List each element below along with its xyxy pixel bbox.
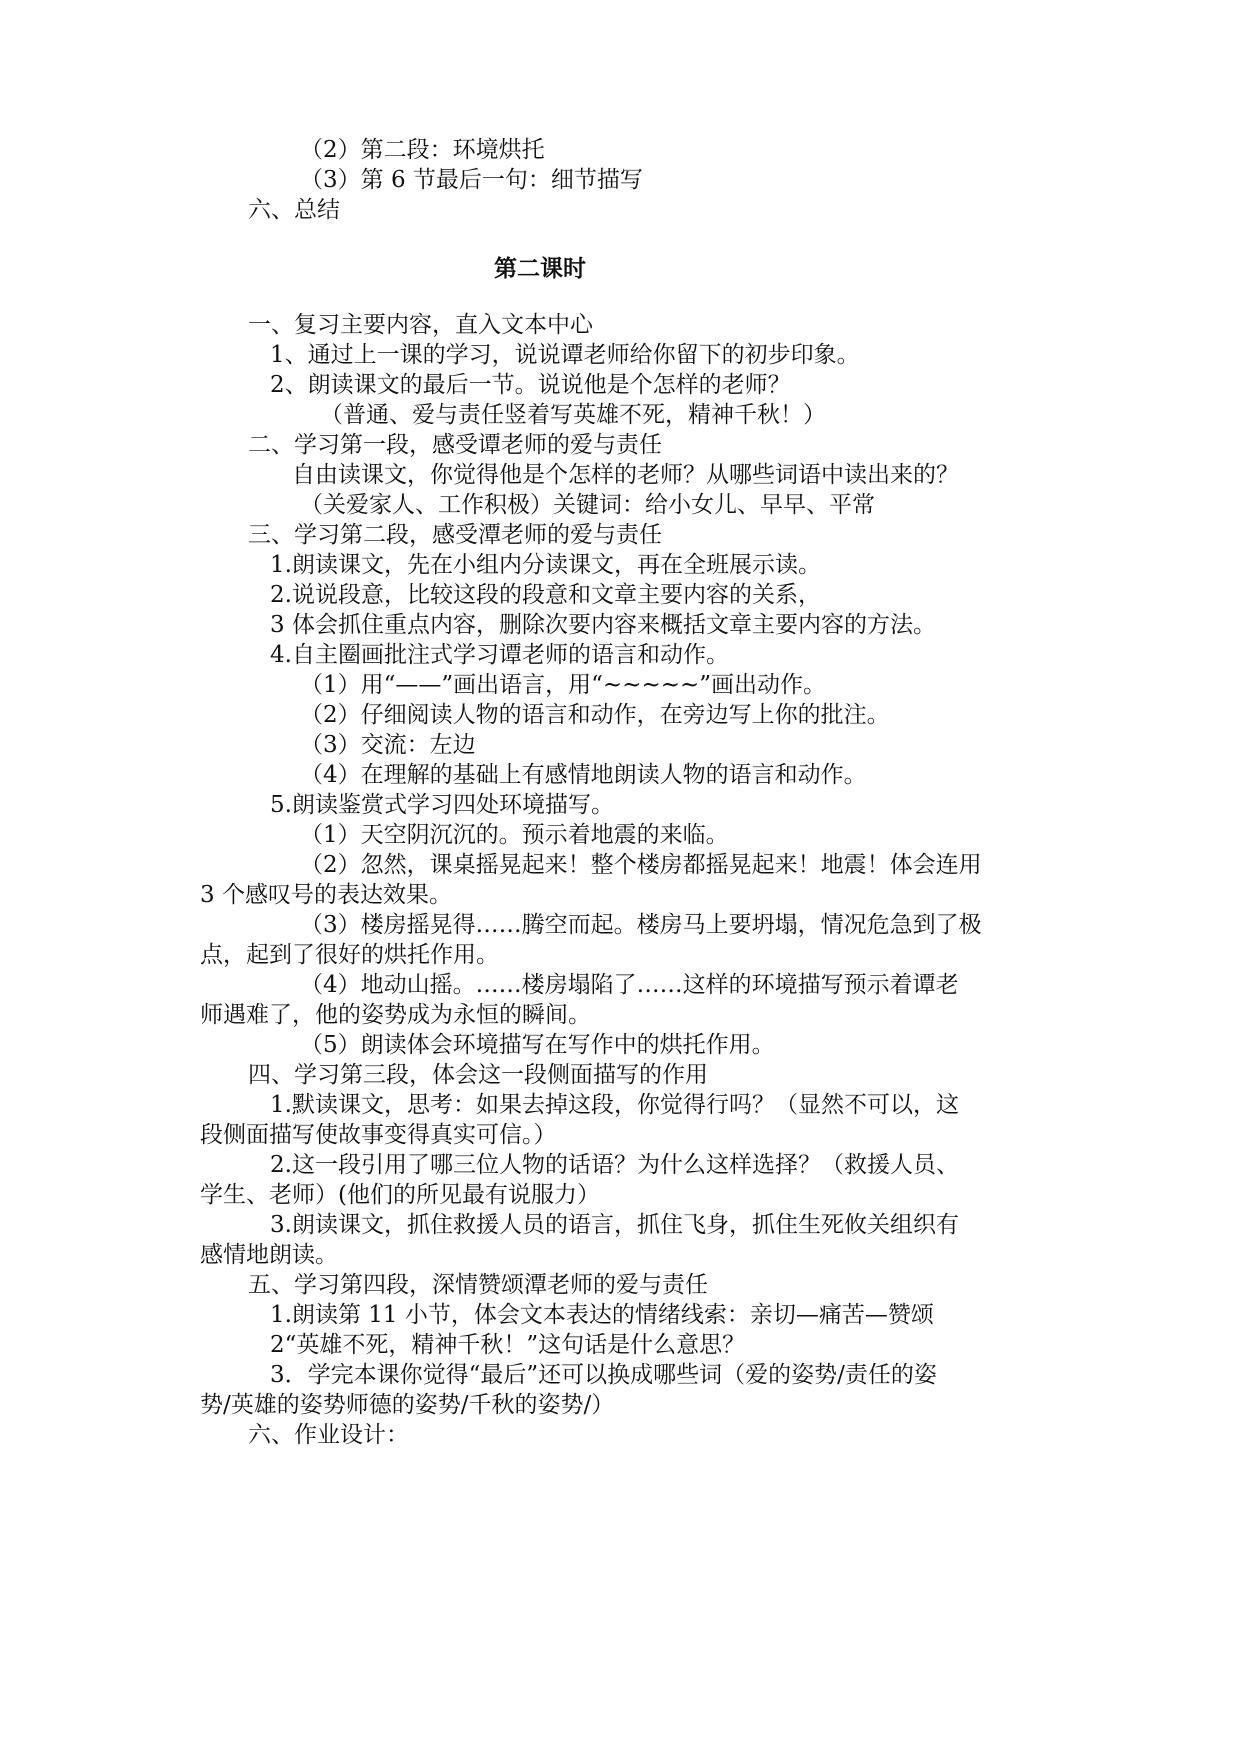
text-line: 六、作业设计： [248,1422,409,1448]
text-line: （普通、爱与责任竖着写英雄不死，精神千秋！） [320,402,826,428]
text-line: （4）地动山摇。……楼房塌陷了……这样的环境描写预示着谭老 [300,972,959,998]
text-line: 势/英雄的姿势师德的姿势/千秋的姿势/） [200,1392,615,1418]
text-line: （关爱家人、工作积极）关键词：给小女儿、早早、平常 [300,492,875,518]
text-line: 2.这一段引用了哪三位人物的话语？为什么这样选择？（救援人员、 [270,1152,959,1178]
text-line: （3）楼房摇晃得……腾空而起。楼房马上要坍塌，情况危急到了极 [300,912,982,938]
text-line: 1.默读课文，思考：如果去掉这段，你觉得行吗？（显然不可以，这 [270,1092,959,1118]
text-line: （4）在理解的基础上有感情地朗读人物的语言和动作。 [300,762,867,788]
text-line: 3 个感叹号的表达效果。 [200,882,452,908]
text-line: 3 体会抓住重点内容，删除次要内容来概括文章主要内容的方法。 [270,612,936,638]
text-line: （3）交流：左边 [300,732,476,758]
text-line: （1）用“——”画出语言，用“~~~~~”画出动作。 [300,672,827,698]
text-line: 四、学习第三段，体会这一段侧面描写的作用 [248,1062,708,1088]
text-line: 5.朗读鉴赏式学习四处环境描写。 [270,792,614,818]
text-line: （2）忽然，课桌摇晃起来！整个楼房都摇晃起来！地震！体会连用 [300,852,982,878]
text-line: 1.朗读第 11 小节，体会文本表达的情绪线索：亲切—痛苦—赞颂 [270,1302,934,1328]
text-line: 2.说说段意，比较这段的段意和文章主要内容的关系， [270,582,821,608]
text-line: （5）朗读体会环境描写在写作中的烘托作用。 [300,1032,775,1058]
text-line: 3．学完本课你觉得“最后”还可以换成哪些词（爱的姿势/责任的姿 [270,1362,937,1388]
text-line: 学生、老师）(他们的所见最有说服力） [200,1182,600,1208]
text-line: 3.朗读课文，抓住救援人员的语言，抓住飞身，抓住生死攸关组织有 [270,1212,959,1238]
text-line: 4.自主圈画批注式学习谭老师的语言和动作。 [270,642,729,668]
text-line: 2、朗读课文的最后一节。说说他是个怎样的老师？ [270,372,791,398]
text-line: （3）第 6 节最后一句：细节描写 [300,167,643,193]
text-line: 点，起到了很好的烘托作用。 [200,942,499,968]
section-title: 第二课时 [494,255,586,282]
text-line: 六、总结 [248,197,340,223]
text-line: （2）第二段：环境烘托 [300,137,545,163]
text-line: 2“英雄不死，精神千秋！”这句话是什么意思？ [270,1332,746,1358]
text-line: 一、复习主要内容，直入文本中心 [248,312,593,338]
text-line: 感情地朗读。 [200,1242,338,1268]
text-line: （1）天空阴沉沉的。预示着地震的来临。 [300,822,729,848]
text-line: （2）仔细阅读人物的语言和动作，在旁边写上你的批注。 [300,702,890,728]
text-line: 三、学习第二段，感受潭老师的爱与责任 [248,522,662,548]
text-line: 师遇难了，他的姿势成为永恒的瞬间。 [200,1002,591,1028]
text-line: 自由读课文，你觉得他是个怎样的老师？从哪些词语中读出来的？ [292,462,959,488]
text-line: 段侧面描写使故事变得真实可信。） [200,1122,557,1148]
text-line: 1、通过上一课的学习，说说谭老师给你留下的初步印象。 [270,342,860,368]
text-line: 五、学习第四段，深情赞颂潭老师的爱与责任 [248,1272,708,1298]
text-line: 1.朗读课文，先在小组内分读课文，再在全班展示读。 [270,552,821,578]
text-line: 二、学习第一段，感受谭老师的爱与责任 [248,432,662,458]
